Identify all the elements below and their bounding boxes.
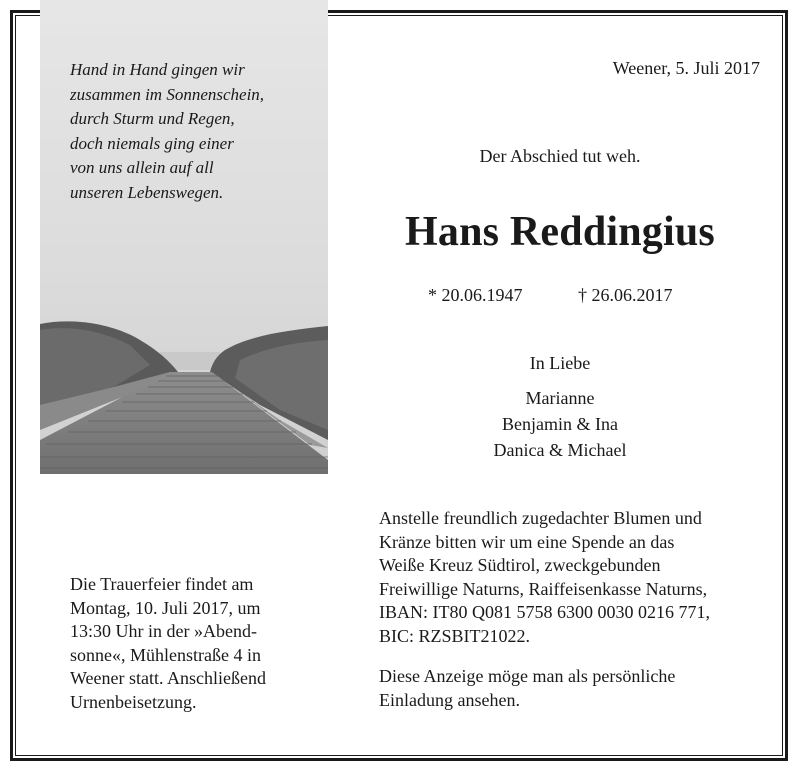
invitation-note xyxy=(379,665,675,712)
donation-line: Weiße Kreuz Südtirol, zweckgebunden xyxy=(379,555,661,575)
poem xyxy=(70,58,320,205)
poem-line: doch niemals ging einer xyxy=(70,133,234,153)
donation-line: Kränze bitten wir um eine Spende an das xyxy=(379,531,675,552)
mourners-intro: In Liebe xyxy=(529,353,591,373)
poem-line: Hand in Hand gingen wir xyxy=(70,60,245,79)
deceased-name: Hans Reddingius xyxy=(405,209,715,255)
poem-line: unseren Lebenswegen. xyxy=(70,182,224,202)
place-date: Weener, 5. Juli 2017 xyxy=(612,58,760,78)
mourner-name: Danica & Michael xyxy=(493,440,627,460)
funeral-line: Montag, 10. Juli 2017, um xyxy=(70,597,261,618)
funeral-line: sonne«, Mühlenstraße 4 in xyxy=(70,644,261,665)
mourner-name: Marianne xyxy=(525,388,595,408)
donation-line: IBAN: IT80 Q081 5758 6300 0030 0216 771, xyxy=(379,602,710,622)
mourner-name: Benjamin & Ina xyxy=(502,414,618,434)
donation-line: Freiwillige Naturns, Raiffeisenkasse Naturns, xyxy=(379,578,708,599)
mourners xyxy=(400,350,720,463)
poem-line: von uns allein auf all xyxy=(70,158,214,177)
donation-line: BIC: RZSBIT21022. xyxy=(379,625,531,646)
donation-line: Anstelle freundlich zugedachter Blumen und xyxy=(379,508,702,528)
donation-notice xyxy=(379,507,710,648)
death-date: † 26.06.2017 xyxy=(578,285,673,305)
funeral-line: Weener statt. Anschließend xyxy=(70,668,266,688)
invite-line: Einladung ansehen. xyxy=(379,689,520,710)
poem-line: zusammen im Sonnenschein, xyxy=(70,84,265,104)
funeral-notice xyxy=(70,573,266,714)
funeral-line: Urnenbeisetzung. xyxy=(70,691,197,712)
tagline: Der Abschied tut weh. xyxy=(479,146,641,166)
funeral-line: Die Trauerfeier findet am xyxy=(70,574,254,594)
invite-line: Diese Anzeige möge man als persönliche xyxy=(379,666,676,686)
funeral-line: 13:30 Uhr in der »Abend- xyxy=(70,621,257,641)
poem-line: durch Sturm und Regen, xyxy=(70,109,235,128)
birth-date: * 20.06.1947 xyxy=(428,285,523,305)
